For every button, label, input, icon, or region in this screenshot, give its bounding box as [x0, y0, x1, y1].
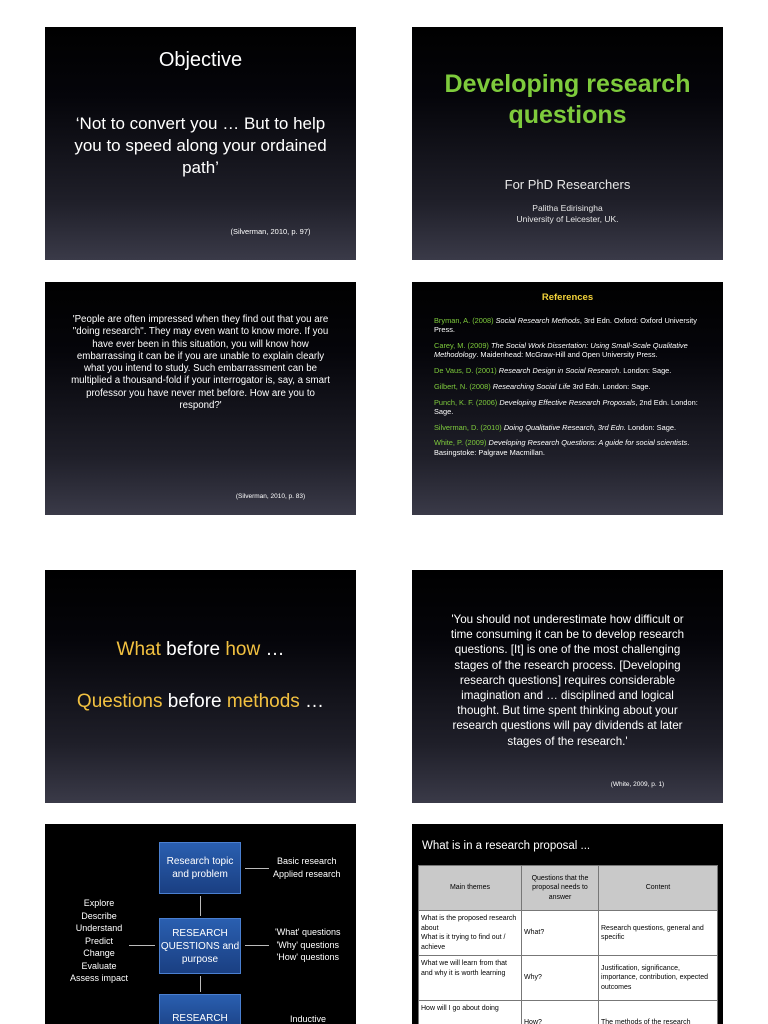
table-cell: What is the proposed research about What is it trying to find out / achieve [419, 911, 522, 956]
table-row [419, 956, 718, 1001]
connector-line [200, 896, 201, 916]
table-cell: Justification, significance, importance, contribution, expected outcomes [599, 956, 718, 1001]
connector-line [200, 976, 201, 992]
table-cell: How will I go about doing [419, 1001, 522, 1024]
reference-item: Punch, K. F. (2006) Developing Effective Research Proposals, 2nd Edn. London: Sage. [434, 397, 698, 416]
reference-item: Gilbert, N. (2008) Researching Social Life 3rd Edn. London: Sage. [434, 381, 651, 391]
reference-item: White, P. (2009) Developing Research Questions: A guide for social scientists. Basingstoke: Palgrave Macmillan. [434, 438, 690, 457]
label-purposes: Explore Describe Understand Predict Change Evaluate Assess impact [69, 898, 129, 983]
reference-item: De Vaus, D. (2001) Research Design in Social Research. London: Sage. [434, 366, 672, 375]
slide-research-proposal-table [412, 824, 723, 1024]
arrow-right [245, 945, 269, 946]
arrow-right [245, 868, 269, 869]
slide-what-before-how [45, 570, 356, 803]
table-cell: What? [522, 911, 599, 956]
slide-quote: 'You should not underestimate how difficult or time consuming it can be to develop research questions. [It] is one of the most challenging stages of the research process. [Developing research questions] requires considerable imagination and … disciplined and logical thought. But time spent thinking about your research questions will pay dividends at later stages of the research.' [450, 613, 685, 748]
slide-objective [45, 27, 356, 260]
column-header: Questions that the proposal needs to answer [522, 866, 599, 911]
column-header: Content [599, 866, 718, 911]
table-header-row [419, 866, 718, 911]
box-research: RESEARCH [159, 994, 241, 1024]
reference-item: Carey, M. (2009) The Social Work Dissertation: Using Small-Scale Qualitative Methodology. Maidenhead: McGraw-Hill and Open University Press. [434, 341, 688, 360]
label-inductive: Inductive [290, 1014, 327, 1024]
citation: (White, 2009, p. 1) [610, 781, 665, 788]
author-affiliation: University of Leicester, UK. [516, 214, 619, 224]
table-cell: What we will learn from that and why it is worth learning [419, 956, 522, 1001]
slide-title: Objective [158, 49, 243, 71]
line-questions-before-methods: Questions before methods … [76, 691, 325, 712]
table-row [419, 1001, 718, 1024]
slide-title-page [412, 27, 723, 260]
slide-quote: 'People are often impressed when they find out that you are "doing research". They may even want to know more. If you have ever been in this situation, you will know how embarrassing it can be if you are unable to explain clearly what you intend to study. Such embarrassment can be multiplied a thousand-fold if your interrogator is, say, a smart professor you have never met before. How are you to respond?' [71, 314, 330, 412]
proposal-table [418, 865, 718, 1024]
table-cell: Research questions, general and specific [599, 911, 718, 956]
slide-title: What is in a research proposal ... [422, 840, 591, 852]
box-research-questions: RESEARCH QUESTIONS and purpose [159, 918, 241, 974]
slide-title: References [541, 292, 594, 303]
citation: (Silverman, 2010, p. 97) [230, 227, 311, 236]
table-cell: Why? [522, 956, 599, 1001]
table-cell: How? [522, 1001, 599, 1024]
table-cell: The methods of the research [599, 1001, 718, 1024]
box-research-topic: Research topic and problem [159, 842, 241, 894]
reference-list [434, 316, 713, 463]
slide-quote: ‘Not to convert you … But to help you to speed along your ordained path’ [74, 114, 327, 177]
presentation-title: Developing research questions [444, 70, 691, 129]
label-research-types: Basic research Applied research [273, 856, 341, 879]
citation: (Silverman, 2010, p. 83) [235, 493, 306, 500]
slide-research-flow-diagram [45, 824, 356, 1024]
slide-white-quote [412, 570, 723, 803]
column-header: Main themes [419, 866, 522, 911]
slide-references [412, 282, 723, 515]
table-row [419, 911, 718, 956]
author-name: Palitha Edirisingha [532, 203, 603, 213]
presentation-subtitle: For PhD Researchers [504, 177, 631, 192]
line-what-before-how: What before how … [116, 639, 285, 660]
reference-item: Bryman, A. (2008) Social Research Methods, 3rd Edn. Oxford: Oxford University Press. [434, 316, 697, 335]
author-block [412, 203, 723, 225]
reference-item: Silverman, D. (2010) Doing Qualitative Research, 3rd Edn. London: Sage. [434, 422, 676, 432]
slide-silverman-quote [45, 282, 356, 515]
label-question-types: 'What' questions 'Why' questions 'How' questions [275, 927, 341, 962]
